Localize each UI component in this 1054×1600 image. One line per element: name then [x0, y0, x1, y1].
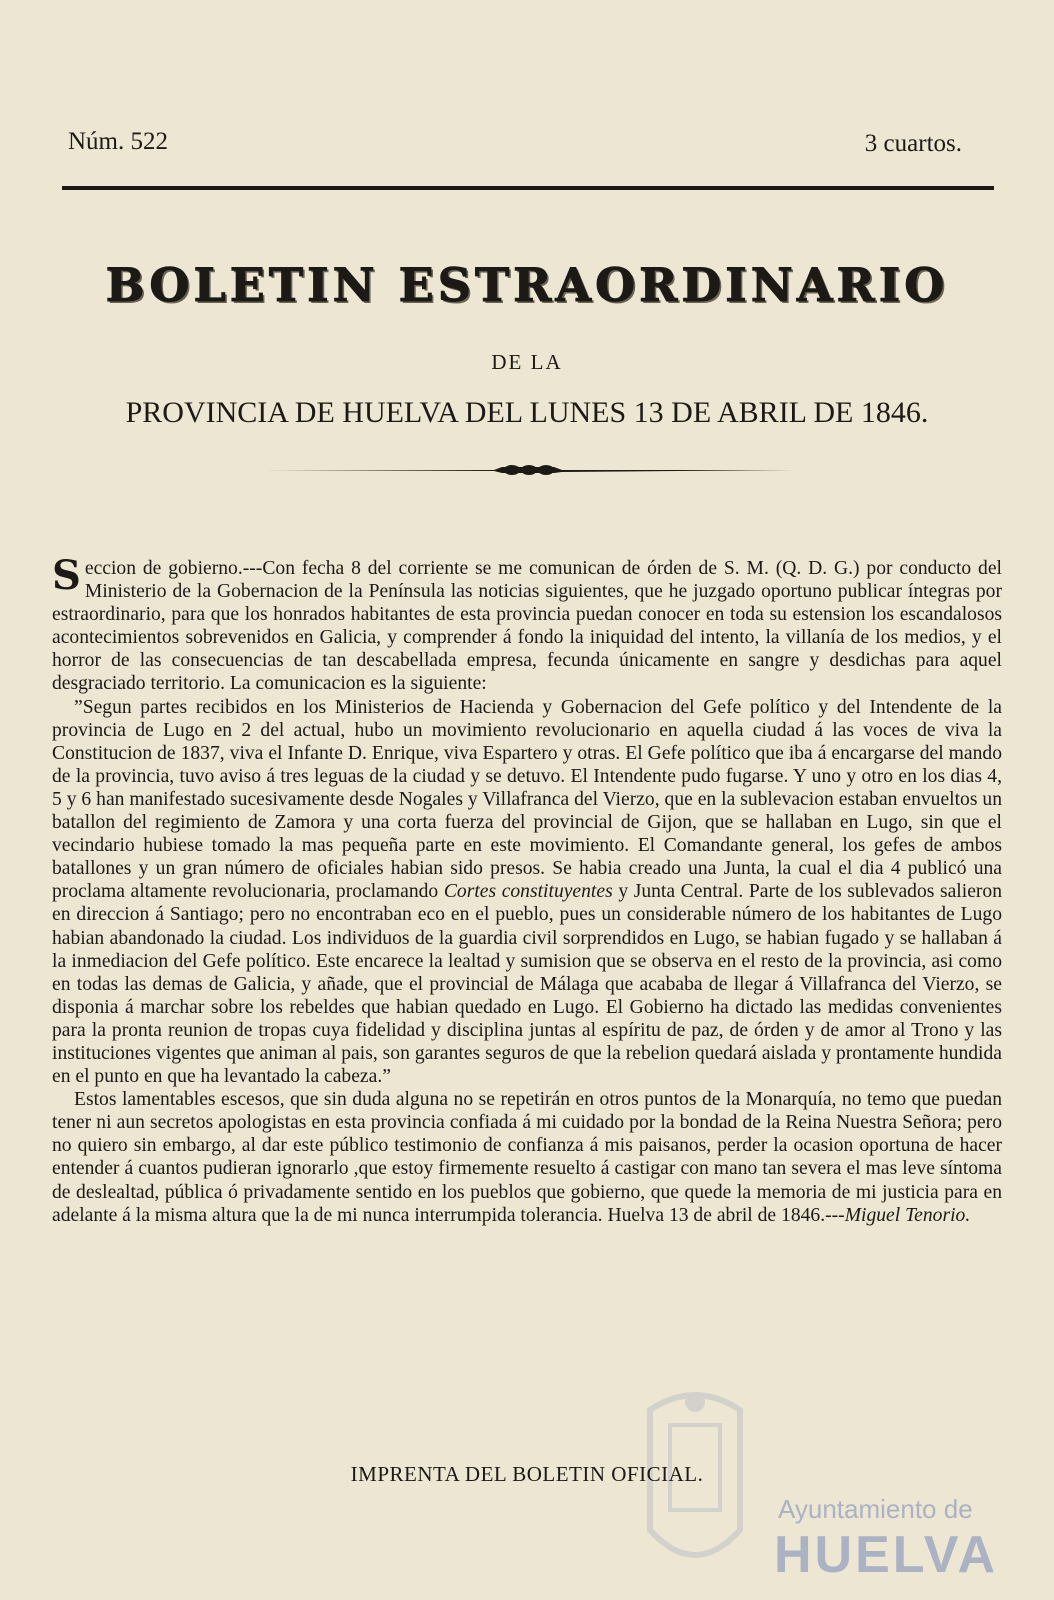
- watermark-line1: Ayuntamiento de: [778, 1494, 973, 1524]
- paragraph-3-text: Estos lamentables escesos, que sin duda alguna no se repetirán en otros puntos de la Monarquía, no temo que puedan tener ni aun secretos apologistas en esta provincia confiada á mi cuidado por la bondad de la Reina Nuestra Señora; pero no quiero sin embargo, al dar este público testimonio de confianza á mis paisanos, perder la ocasion oportuna de hacer entender á cuantos pudieran ignorarlo ,que estoy firmemente resuelto á castigar con mano tan severa el mas leve síntoma de deslealtad, pública ó privadamente sentido en los pueblos que gobierno, que quede la memoria de mi justicia para en adelante á la misma altura que la de mi nunca interrumpida tolerancia. Huelva 13 de abril de 1846.---: [52, 1089, 1002, 1226]
- paragraph-2: [52, 696, 1002, 1089]
- masthead-subtitle: DE LA: [491, 350, 563, 374]
- signature: Miguel Tenorio.: [844, 1204, 971, 1226]
- top-rule: [62, 186, 994, 190]
- masthead-dateline: PROVINCIA DE HUELVA DEL LUNES 13 DE ABRIL DE 1846.: [125, 396, 929, 429]
- imprint-footer: IMPRENTA DEL BOLETIN OFICIAL.: [350, 1462, 704, 1486]
- paragraph-2-italic: Cortes constituyentes: [443, 881, 613, 903]
- paragraph-2-text-b: y Junta Central. Parte de los sublevados salieron en direccion á Santiago; pero no encontraban eco en el pueblo, pues un considerable número de los habitantes de Lugo habian abandonado la ciudad. Los individuos de la guardia civil sorprendidos en Lugo, se habian fugado y se hallaban á la inmediacion del Gefe político. Este encarece la lealtad y sumision que se observa en el resto de la provincia, asi como en todas las demas de Galicia, y añade, que el provincial de Málaga que acababa de llegar á Villafranca del Vierzo, se disponia á marchar sobre los rebeldes que habian quedado en Lugo. El Gobierno ha dictado las medidas convenientes para la pronta reunion de tropas cuya fidelidad y disciplina juntas al espíritu de paz, de órden y de amor al Trono y las instituciones vigentes que animan al pais, son garantes seguros de que la rebelion quedará aislada y prontamente hundida en el punto en que ha levantado la cabeza.”: [52, 881, 1003, 1088]
- paragraph-3: [52, 1088, 1002, 1227]
- paragraph-2-text-a: ”Segun partes recibidos en los Ministerios de Hacienda y Gobernacion del Gefe político y del Intendente de la provincia de Lugo en 2 del actual, hubo un movimiento revolucionario en aquella ciudad á las voces de viva la Constitucion de 1837, viva el Infante D. Enrique, viva Espartero y otras. El Gefe político que iba á encargarse del mando de la provincia, tuvo aviso á tres leguas de la ciudad y se detuvo. El Intendente pudo fugarse. Y uno y otro en los dias 4, 5 y 6 han manifestado sucesivamente desde Nogales y Villafranca del Vierzo, que en la sublevacion estaban envueltos un batallon del regimiento de Zamora y una corta fuerza del provincial de Gijon, que se hallaban en Lugo, sin que el vecindario hubiese tomado la mas pequeña parte en este movimiento. El Comandante general, los gefes de ambos batallones y un gran número de oficiales habian sido presos. Se habia creado una Junta, la cual el dia 4 publicó una proclama altamente revolucionaria, proclamando: [52, 696, 1002, 903]
- ornamental-divider: [264, 462, 794, 478]
- paragraph-1-text: eccion de gobierno.---Con fecha 8 del corriente se me comunican de órden de S. M. (Q. D. G.) por conducto del Ministerio de la Gobernacion de la Península las noticias siguientes, que he juzgado oportuno publicar íntegras por estraordinario, para que los honrados habitantes de esta provincia puedan conocer en toda su estension los escandalosos acontecimientos sobrevenidos en Galicia, y comprender á fondo la iniquidad del intento, la villanía de los medios, y el horror de las consecuencias de tan descabellada empresa, fecunda únicamente en sangre y desdichas para aquel desgraciado territorio. La comunicacion es la siguiente:: [52, 558, 1002, 695]
- drop-cap: S: [52, 552, 81, 599]
- issue-number: Núm. 522: [68, 128, 168, 155]
- watermark-line2: HUELVA: [774, 1526, 999, 1584]
- paragraph-1: [52, 552, 1002, 696]
- masthead-title: BOLETIN ESTRAORDINARIO: [105, 258, 949, 312]
- issue-price: 3 cuartos.: [864, 130, 962, 157]
- article-body: [52, 552, 1003, 1227]
